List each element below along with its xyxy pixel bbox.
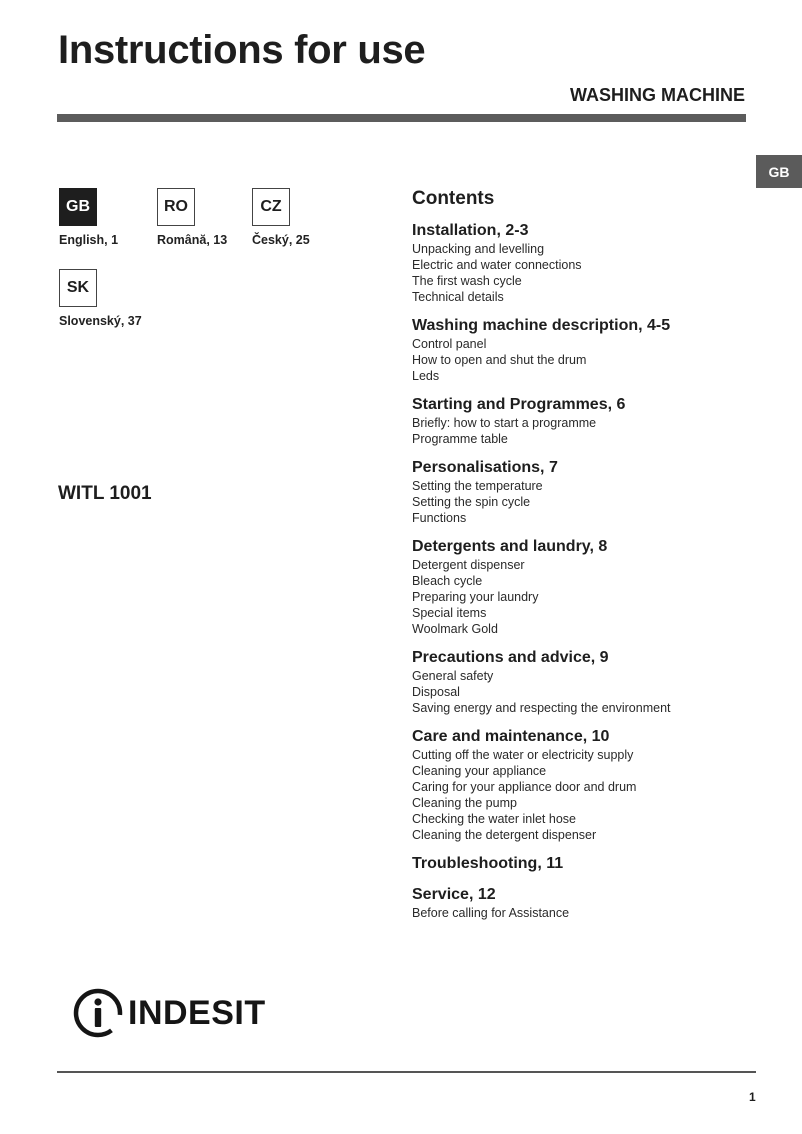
section-heading[interactable]: Care and maintenance, 10 xyxy=(412,728,610,745)
section-item[interactable]: Unpacking and levelling xyxy=(412,242,545,256)
section-item[interactable]: Special items xyxy=(412,606,487,620)
section-heading[interactable]: Service, 12 xyxy=(412,886,496,903)
section-item[interactable]: Saving energy and respecting the environment xyxy=(412,701,671,715)
section-item[interactable]: Leds xyxy=(412,369,440,383)
section-item[interactable]: Cleaning the pump xyxy=(412,796,517,810)
language-sk[interactable] xyxy=(59,269,142,328)
section-item[interactable]: Setting the temperature xyxy=(412,479,543,493)
section-item[interactable]: Control panel xyxy=(412,337,487,351)
language-code-box[interactable]: CZ xyxy=(252,188,290,226)
section-item[interactable]: Detergent dispenser xyxy=(412,558,525,572)
section-heading[interactable]: Troubleshooting, 11 xyxy=(412,855,564,872)
product-type: WASHING MACHINE xyxy=(570,85,745,105)
section-item[interactable]: How to open and shut the drum xyxy=(412,353,587,367)
page-title: Instructions for use xyxy=(58,28,426,72)
section-heading[interactable]: Starting and Programmes, 6 xyxy=(412,396,626,413)
section-item[interactable]: The first wash cycle xyxy=(412,274,522,288)
contents-section xyxy=(412,648,742,716)
contents-section xyxy=(412,316,742,384)
table-of-contents xyxy=(412,187,742,932)
section-item[interactable]: Preparing your laundry xyxy=(412,590,539,604)
section-item[interactable]: Disposal xyxy=(412,685,460,699)
page-number: 1 xyxy=(749,1090,756,1104)
contents-section xyxy=(412,727,742,843)
section-item[interactable]: Bleach cycle xyxy=(412,574,483,588)
language-code-box[interactable]: RO xyxy=(157,188,195,226)
contents-section xyxy=(412,395,742,447)
section-heading[interactable]: Installation, 2-3 xyxy=(412,222,529,239)
language-ro[interactable] xyxy=(157,188,227,247)
contents-title: Contents xyxy=(412,188,495,209)
language-caption: Slovenský, 37 xyxy=(59,314,142,328)
section-item[interactable]: Electric and water connections xyxy=(412,258,582,272)
model-number: WITL 1001 xyxy=(58,483,152,504)
language-gb[interactable] xyxy=(59,188,118,247)
section-item[interactable]: Cleaning the detergent dispenser xyxy=(412,828,597,842)
section-item[interactable]: Setting the spin cycle xyxy=(412,495,531,509)
language-caption: Română, 13 xyxy=(157,233,228,247)
section-item[interactable]: Checking the water inlet hose xyxy=(412,812,576,826)
section-heading[interactable]: Washing machine description, 4-5 xyxy=(412,317,671,334)
section-item[interactable]: Caring for your appliance door and drum xyxy=(412,780,637,794)
contents-section xyxy=(412,221,742,305)
language-caption: Český, 25 xyxy=(252,233,310,247)
section-item[interactable]: Functions xyxy=(412,511,467,525)
indesit-logo-icon xyxy=(72,987,124,1039)
language-caption: English, 1 xyxy=(59,233,119,247)
section-heading[interactable]: Personalisations, 7 xyxy=(412,459,558,476)
header-divider xyxy=(57,114,746,122)
section-item[interactable]: General safety xyxy=(412,669,494,683)
contents-sections xyxy=(412,221,742,921)
contents-section xyxy=(412,458,742,526)
section-heading[interactable]: Precautions and advice, 9 xyxy=(412,649,609,666)
language-code-box[interactable]: SK xyxy=(59,269,97,307)
section-item[interactable]: Programme table xyxy=(412,432,508,446)
brand-logo xyxy=(72,988,266,1038)
footer-divider xyxy=(57,1071,756,1073)
section-item[interactable]: Woolmark Gold xyxy=(412,622,498,636)
section-heading[interactable]: Detergents and laundry, 8 xyxy=(412,538,608,555)
logo-wordmark: INDESIT xyxy=(128,994,266,1032)
contents-section xyxy=(412,537,742,637)
contents-section xyxy=(412,885,742,921)
section-item[interactable]: Before calling for Assistance xyxy=(412,906,570,920)
language-side-tab: GB xyxy=(756,155,802,188)
section-item[interactable]: Technical details xyxy=(412,290,504,304)
section-item[interactable]: Cleaning your appliance xyxy=(412,764,547,778)
contents-section xyxy=(412,854,742,874)
section-item[interactable]: Briefly: how to start a programme xyxy=(412,416,597,430)
language-code-box[interactable]: GB xyxy=(59,188,97,226)
language-cz[interactable] xyxy=(252,188,310,247)
section-item[interactable]: Cutting off the water or electricity supply xyxy=(412,748,634,762)
